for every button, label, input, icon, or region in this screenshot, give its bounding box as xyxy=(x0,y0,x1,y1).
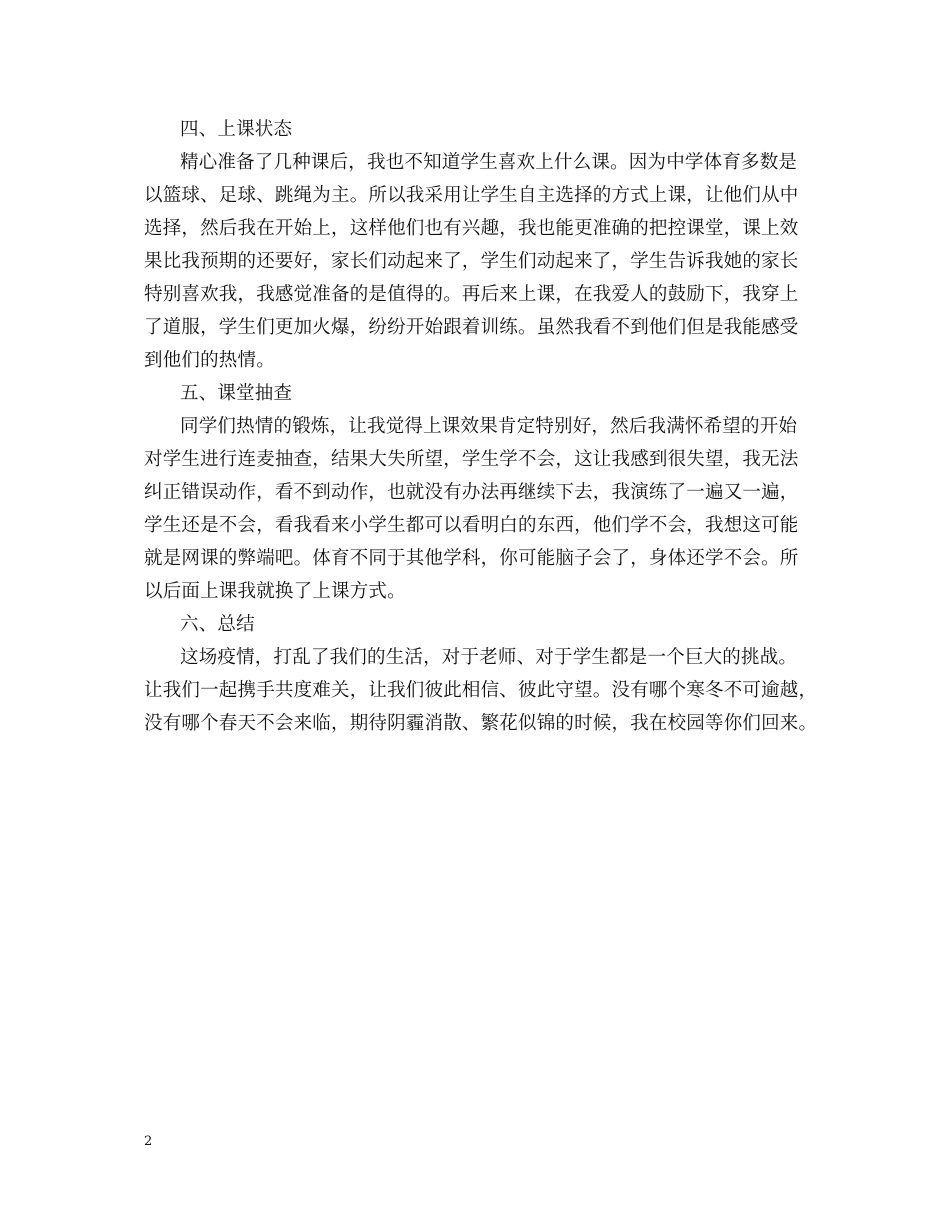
paragraph-line: 纠正错误动作，看不到动作，也就没有办法再继续下去，我演练了一遍又一遍， xyxy=(144,482,799,503)
document-body xyxy=(144,113,818,740)
paragraph-line: 特别喜欢我，我感觉准备的是值得的。再后来上课，在我爱人的鼓励下，我穿上 xyxy=(144,284,799,305)
paragraph-line: 以篮球、足球、跳绳为主。所以我采用让学生自主选择的方式上课，让他们从中 xyxy=(144,185,799,206)
section-heading: 六、总结 xyxy=(180,614,255,635)
section-summary xyxy=(144,608,818,740)
paragraph-line: 让我们一起携手共度难关，让我们彼此相信、彼此守望。没有哪个寒冬不可逾越， xyxy=(144,680,818,701)
paragraph-line: 同学们热情的锻炼，让我觉得上课效果肯定特别好，然后我满怀希望的开始 xyxy=(180,416,798,437)
paragraph-line: 这场疫情，打乱了我们的生活，对于老师、对于学生都是一个巨大的挑战。 xyxy=(180,647,798,668)
paragraph-line: 就是网课的弊端吧。体育不同于其他学科，你可能脑子会了，身体还学不会。所 xyxy=(144,548,799,569)
section-class-status xyxy=(144,113,812,377)
paragraph-line: 选择，然后我在开始上，这样他们也有兴趣，我也能更准确的把控课堂，课上效 xyxy=(144,218,799,239)
paragraph-line: 精心准备了几种课后，我也不知道学生喜欢上什么课。因为中学体育多数是 xyxy=(180,152,798,173)
paragraph-line: 了道服，学生们更加火爆，纷纷开始跟着训练。虽然我看不到他们但是我能感受 xyxy=(144,317,799,338)
paragraph-line: 以后面上课我就换了上课方式。 xyxy=(144,581,406,602)
paragraph-line: 果比我预期的还要好，家长们动起来了，学生们动起来了，学生告诉我她的家长 xyxy=(144,251,799,272)
section-heading: 四、上课状态 xyxy=(180,119,293,140)
page-number: 2 xyxy=(144,1134,153,1149)
section-heading: 五、课堂抽查 xyxy=(180,383,293,404)
paragraph-line: 到他们的热情。 xyxy=(144,350,275,371)
paragraph-line: 对学生进行连麦抽查，结果大失所望，学生学不会，这让我感到很失望，我无法 xyxy=(144,449,799,470)
paragraph-line: 学生还是不会，看我看来小学生都可以看明白的东西，他们学不会，我想这可能 xyxy=(144,515,799,536)
section-class-check xyxy=(144,377,812,608)
paragraph-line: 没有哪个春天不会来临，期待阴霾消散、繁花似锦的时候，我在校园等你们回来。 xyxy=(144,713,818,734)
